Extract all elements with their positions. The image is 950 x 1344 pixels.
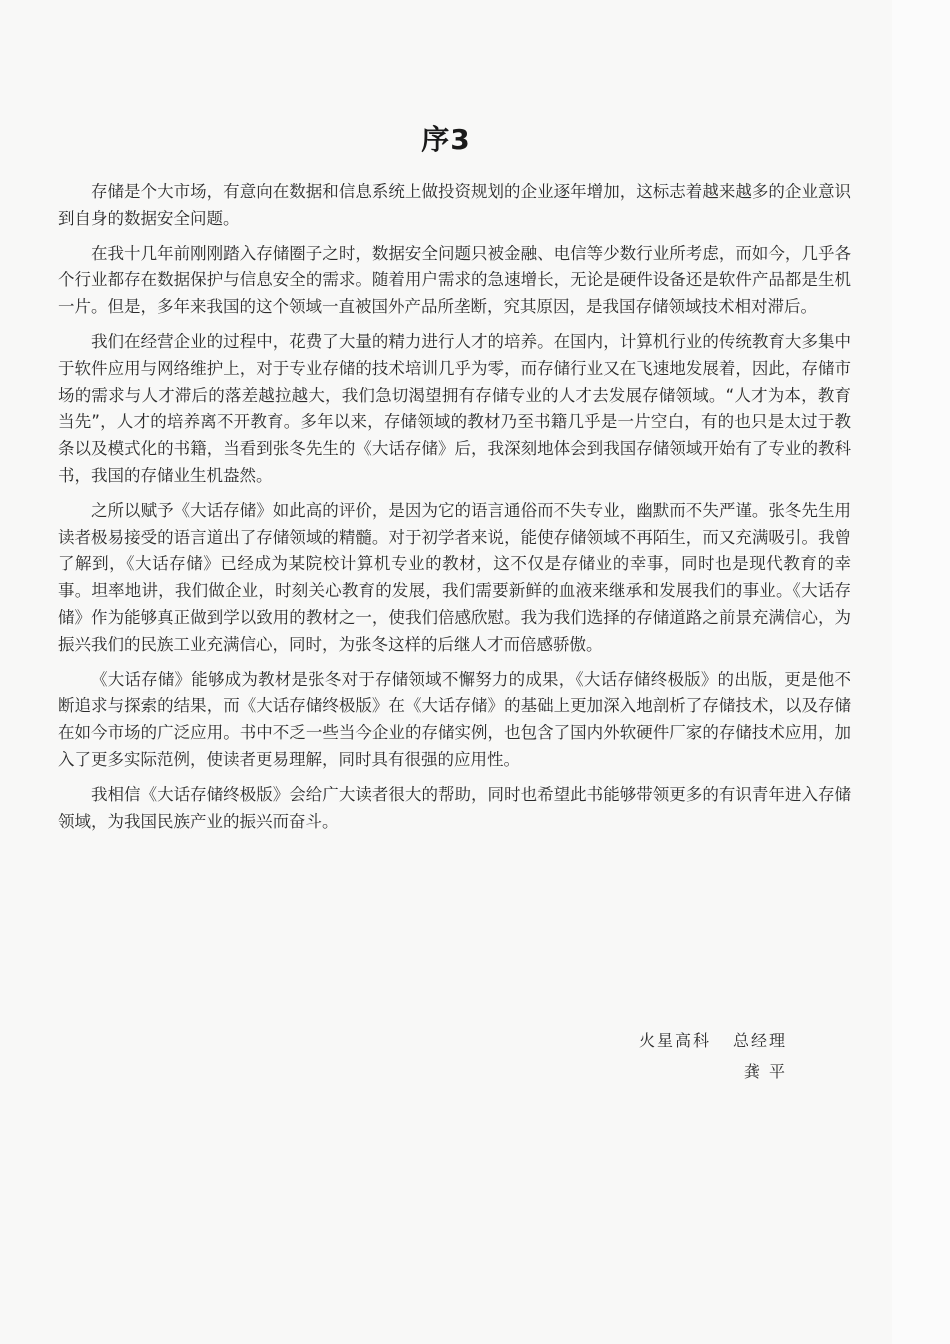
paragraph-4: 之所以赋予《大话存储》如此高的评价，是因为它的语言通俗而不失专业，幽默而不失严谨。张冬先生用读者极易接受的语言道出了存储领域的精髓。对于初学者来说，能使存储领域不再陌生，而又充满吸引。我曾了解到，《大话存储》已经成为某院校计算机专业的教材，这不仅是存储业的幸事，同时也是现代教育的幸事。坦率地讲，我们做企业，时刻关心教育的发展，我们需要新鲜的血液来继承和发展我们的事业。《大话存储》作为能够真正做到学以致用的教材之一，使我们倍感欣慰。我为我们选择的存储道路之前景充满信心，为振兴我们的民族工业充满信心，同时，为张冬这样的后继人才而倍感骄傲。 [58,500,851,654]
signature-name: 龚 平 [743,1062,787,1081]
paragraph-2: 在我十几年前刚刚踏入存储圈子之时，数据安全问题只被金融、电信等少数行业所考虑，而如今，几乎各个行业都存在数据保护与信息安全的需求。随着用户需求的急速增长，无论是硬件设备还是软件产品都是生机一片。但是，多年来我国的这个领域一直被国外产品所垄断，究其原因，是我国存储领域技术相对滞后。 [58,243,851,317]
signature-company: 火星高科 [638,1031,711,1050]
paragraph-6: 我相信《大话存储终极版》会给广大读者很大的帮助，同时也希望此书能够带领更多的有识青年进入存储领域，为我国民族产业的振兴而奋斗。 [58,784,851,831]
signature-position: 总经理 [732,1031,787,1050]
paragraph-1: 存储是个大市场，有意向在数据和信息系统上做投资规划的企业逐年增加，这标志着越来越多的企业意识到自身的数据安全问题。 [58,182,851,228]
page-title: 序3 [421,123,471,156]
paragraph-3: 我们在经营企业的过程中，花费了大量的精力进行人才的培养。在国内，计算机行业的传统教育大多集中于软件应用与网络维护上，对于专业存储的技术培训几乎为零，而存储行业又在飞速地发展着，因此，存储市场的需求与人才滞后的落差越拉越大，我们急切渴望拥有存储专业的人才去发展存储领域。“人才为本，教育当先”，人才的培养离不开教育。多年以来，存储领域的教材乃至书籍几乎是一片空白，有的也只是太过于教条以及模式化的书籍，当看到张冬先生的《大话存储》后，我深刻地体会到我国存储领域开始有了专业的教科书，我国的存储业生机盎然。 [58,331,851,485]
preface-body [58,179,851,843]
signature-company-line [387,1028,787,1051]
paragraph-5: 《大话存储》能够成为教材是张冬对于存储领域不懈努力的成果，《大话存储终极版》的出版，更是他不断追求与探索的结果，而《大话存储终极版》在《大话存储》的基础上更加深入地剖析了存储技术，以及存储在如今市场的广泛应用。书中不乏一些当今企业的存储实例，也包含了国内外软硬件厂家的存储技术应用，加入了更多实际范例，使读者更易理解，同时具有很强的应用性。 [58,669,851,769]
